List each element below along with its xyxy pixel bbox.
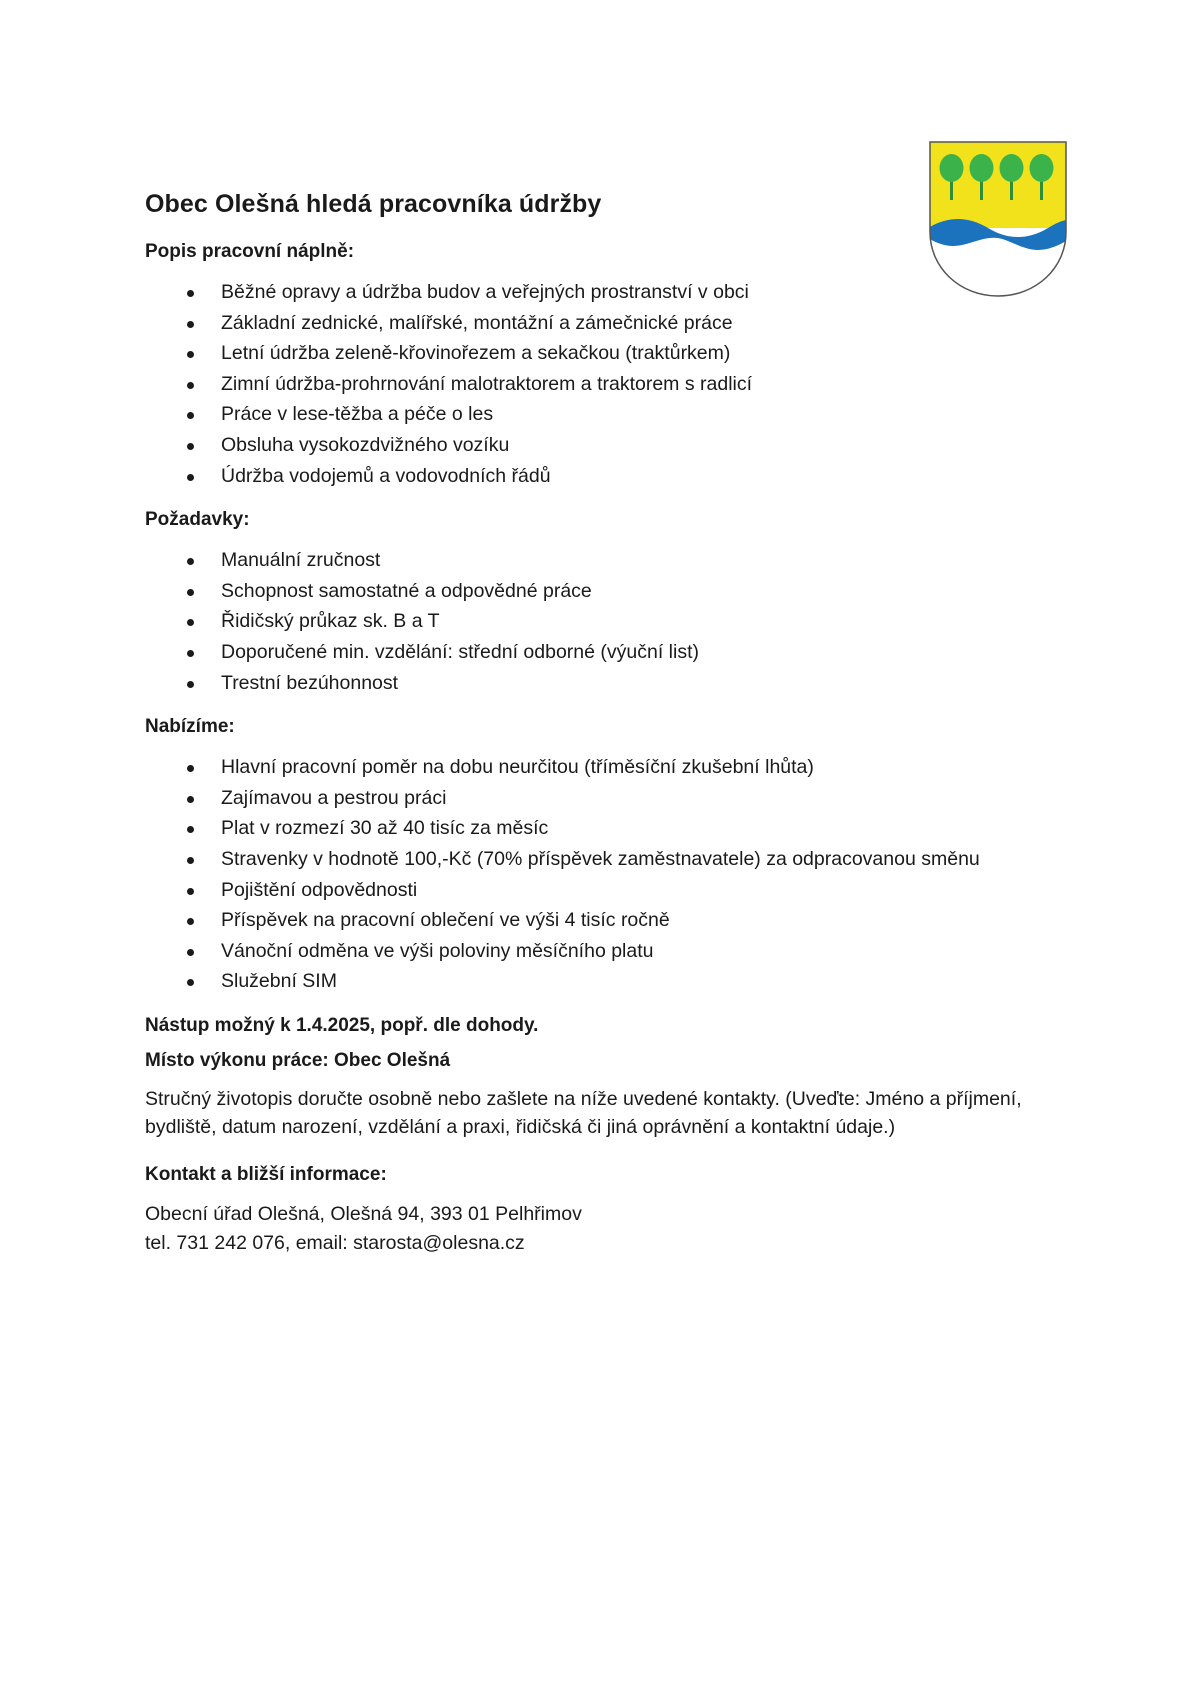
list-item: Údržba vodojemů a vodovodních řádů	[145, 461, 1085, 492]
duties-list	[145, 277, 1085, 491]
list-item: Trestní bezúhonnost	[145, 668, 1085, 699]
offer-heading: Nabízíme:	[145, 716, 235, 738]
list-item: Běžné opravy a údržba budov a veřejných prostranství v obci	[145, 277, 1085, 308]
list-item: Zimní údržba-prohrnování malotraktorem a traktorem s radlicí	[145, 369, 1085, 400]
work-place: Místo výkonu práce: Obec Olešná	[145, 1049, 451, 1071]
list-item: Zajímavou a pestrou práci	[145, 783, 1085, 814]
requirements-list	[145, 545, 1085, 698]
list-item: Řidičský průkaz sk. B a T	[145, 606, 1085, 637]
page-title: Obec Olešná hledá pracovníka údržby	[145, 190, 602, 218]
list-item: Doporučené min. vzdělání: střední odborné (výuční list)	[145, 637, 1085, 668]
list-item: Letní údržba zeleně-křovinořezem a sekačkou (traktůrkem)	[145, 338, 1085, 369]
contact-phone-email: tel. 731 242 076, email: starosta@olesna.cz	[145, 1231, 525, 1254]
list-item: Pojištění odpovědnosti	[145, 875, 1085, 906]
list-item: Plat v rozmezí 30 až 40 tisíc za měsíc	[145, 813, 1085, 844]
list-item: Schopnost samostatné a odpovědné práce	[145, 576, 1085, 607]
requirements-heading: Požadavky:	[145, 509, 250, 531]
list-item: Vánoční odměna ve výši poloviny měsíčního platu	[145, 936, 1085, 967]
start-date: Nástup možný k 1.4.2025, popř. dle dohody.	[145, 1014, 539, 1036]
list-item: Služební SIM	[145, 966, 1085, 997]
list-item: Manuální zručnost	[145, 545, 1085, 576]
list-item: Stravenky v hodnotě 100,-Kč (70% příspěvek zaměstnavatele) za odpracovanou směnu	[145, 844, 1085, 875]
list-item: Práce v lese-těžba a péče o les	[145, 399, 1085, 430]
cv-instructions: Stručný životopis doručte osobně nebo zašlete na níže uvedené kontakty. (Uveďte: Jméno a příjmení, bydliště, datum narození, vzdělání a praxi, řidičská či jiná oprávnění a kontaktní údaje.)	[145, 1087, 1022, 1139]
contact-address: Obecní úřad Olešná, Olešná 94, 393 01 Pelhřimov	[145, 1202, 582, 1225]
contact-heading: Kontakt a bližší informace:	[145, 1163, 387, 1185]
list-item: Obsluha vysokozdvižného vozíku	[145, 430, 1085, 461]
list-item: Hlavní pracovní poměr na dobu neurčitou (tříměsíční zkušební lhůta)	[145, 752, 1085, 783]
document-body	[145, 190, 1085, 1258]
duties-heading: Popis pracovní náplně:	[145, 241, 355, 262]
offer-list	[145, 752, 1085, 997]
list-item: Základní zednické, malířské, montážní a zámečnické práce	[145, 308, 1085, 339]
list-item: Příspěvek na pracovní oblečení ve výši 4 tisíc ročně	[145, 905, 1085, 936]
